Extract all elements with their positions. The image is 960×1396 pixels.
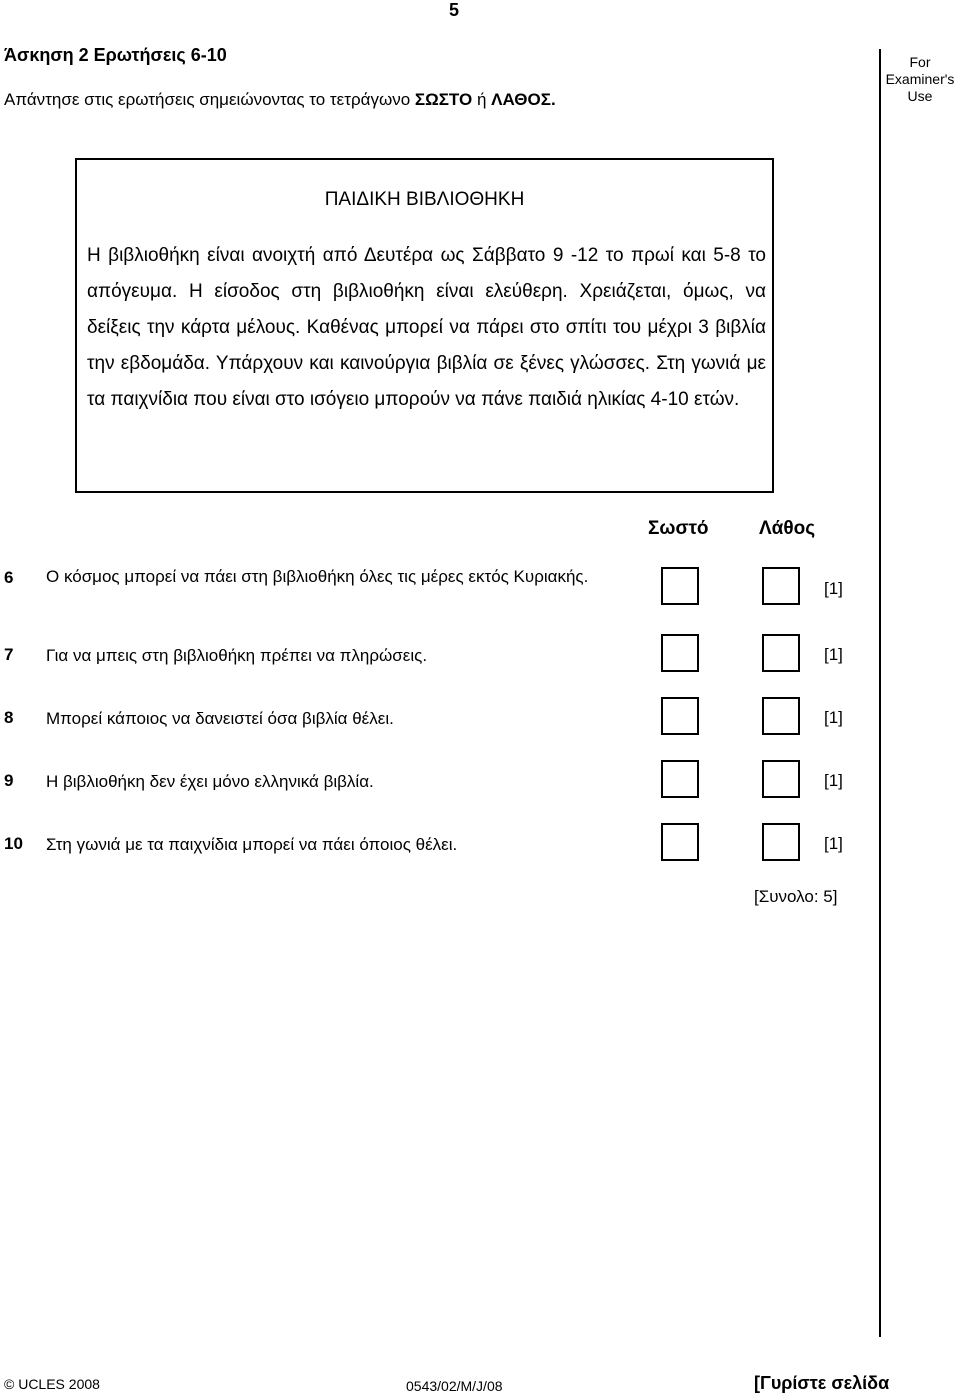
footer-paper-code: 0543/02/M/J/08	[406, 1378, 503, 1394]
false-checkbox[interactable]	[762, 634, 800, 672]
true-checkbox[interactable]	[661, 760, 699, 798]
question-number: 8	[4, 708, 14, 727]
question-number: 7	[4, 645, 14, 664]
instruction-false: ΛΑΘΟΣ.	[491, 90, 556, 109]
false-column-header: Λάθος	[759, 518, 816, 539]
exercise-title: Άσκηση 2 Ερωτήσεις 6-10	[4, 45, 227, 65]
examiner-line-2: Examiner's	[885, 71, 955, 87]
question-text: Στη γωνιά με τα παιχνίδια μπορεί να πάει όποιος θέλει.	[46, 835, 458, 854]
true-checkbox[interactable]	[661, 823, 699, 861]
question-number: 6	[4, 568, 14, 587]
true-checkbox[interactable]	[661, 697, 699, 735]
examiner-use-label	[882, 54, 958, 105]
question-text: Ο κόσμος μπορεί να πάει στη βιβλιοθήκη όλες τις μέρες εκτός Κυριακής.	[46, 567, 589, 586]
instruction-text: Απάντησε στις ερωτήσεις σημειώνοντας το τετράγωνο	[4, 90, 415, 109]
footer-copyright: © UCLES 2008	[4, 1376, 100, 1392]
examiner-line-1: For	[909, 54, 931, 70]
instruction-true: ΣΩΣΤΟ	[414, 90, 473, 109]
true-column-header: Σωστό	[648, 518, 709, 539]
question-text: Μπορεί κάποιος να δανειστεί όσα βιβλία θέλει.	[46, 709, 394, 728]
true-checkbox[interactable]	[661, 567, 699, 605]
question-mark: [1]	[824, 771, 843, 790]
question-mark: [1]	[824, 834, 843, 853]
question-text: Η βιβλιοθήκη δεν έχει μόνο ελληνικά βιβλία.	[46, 772, 374, 791]
question-row-9	[0, 760, 879, 804]
passage-title: ΠΑΙΔΙΚΗ ΒΙΒΛΙΟΘΗΚΗ	[324, 189, 525, 210]
question-row-6	[0, 566, 879, 610]
exercise-instruction	[4, 90, 556, 110]
question-mark: [1]	[824, 579, 843, 598]
total-marks: [Συνολο: 5]	[754, 887, 838, 906]
question-text: Για να μπεις στη βιβλιοθήκη πρέπει να πληρώσεις.	[46, 646, 428, 665]
question-row-10	[0, 823, 879, 867]
question-number: 10	[4, 834, 23, 853]
examiner-line-3: Use	[907, 88, 933, 104]
question-row-7	[0, 634, 879, 678]
false-checkbox[interactable]	[762, 760, 800, 798]
footer-turn-over: [Γυρίστε σελίδα	[754, 1373, 890, 1393]
question-mark: [1]	[824, 645, 843, 664]
instruction-or: ή	[472, 90, 492, 109]
page-number: 5	[449, 0, 460, 20]
false-checkbox[interactable]	[762, 697, 800, 735]
true-checkbox[interactable]	[661, 634, 699, 672]
examiner-margin-line	[879, 49, 881, 1337]
question-mark: [1]	[824, 708, 843, 727]
question-number: 9	[4, 771, 14, 790]
false-checkbox[interactable]	[762, 823, 800, 861]
passage-text: Η βιβλιοθήκη είναι ανοιχτή από Δευτέρα ως Σάββατο 9 -12 το πρωί και 5-8 το απόγευμα. Η είσοδος στη βιβλιοθήκη είναι ελεύθερη. Χρειάζεται, όμως, να δείξεις την κάρτα μέλους. Καθένας μπορεί να πάρει στο σπίτι του μέχρι 3 βιβλία την εβδομάδα. Υπάρχουν και καινούργια βιβλία σε ξένες γλώσσες. Στη γωνιά με τα παιχνίδια που είναι στο ισόγειο μπορούν να πάνε παιδιά ηλικίας 4-10 ετών.	[87, 245, 766, 410]
question-row-8	[0, 697, 879, 741]
false-checkbox[interactable]	[762, 567, 800, 605]
